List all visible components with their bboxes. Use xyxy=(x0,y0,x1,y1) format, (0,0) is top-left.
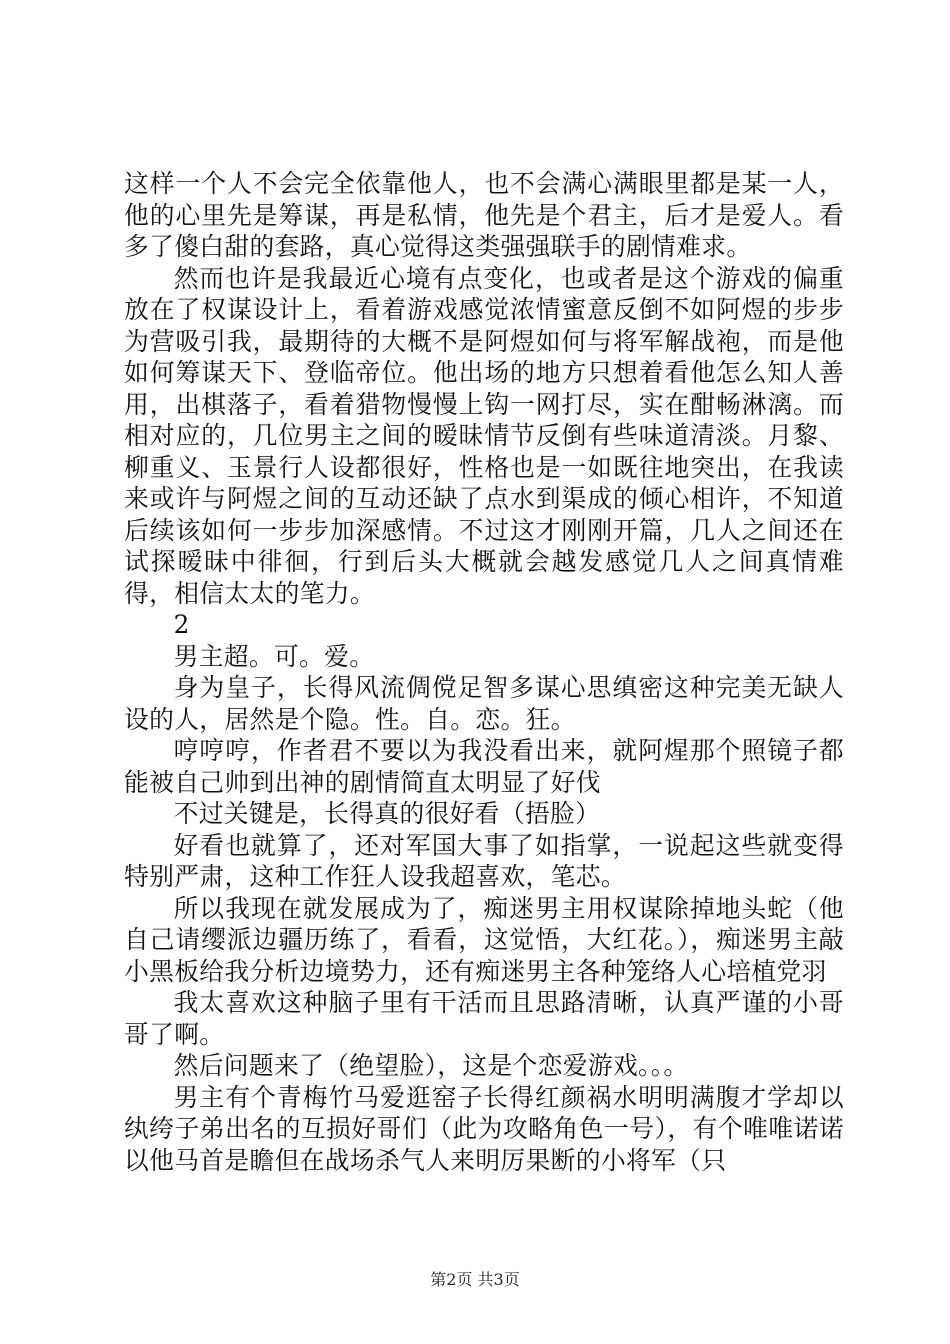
paragraph: 不过关键是，长得真的很好看（捂脸） xyxy=(173,799,601,828)
paragraph: 男主超。可。爱。 xyxy=(173,641,375,671)
page-footer: 第2页 共3页 xyxy=(430,1270,520,1289)
paragraph: 男主有个青梅竹马爱逛窑子长得红颜祸水明明满腹才学却以纨绔子弟出名的互损好哥们（此为攻略角色一号），有个唯唯诺诺以他马首是瞻但在战场杀气人来明厉果断的小将军（只 xyxy=(124,1082,844,1175)
document-body xyxy=(124,168,844,1176)
paragraph: 然而也许是我最近心境有点变化，也或者是这个游戏的偏重放在了权谋设计上，看着游戏感觉浓情蜜意反倒不如阿煜的步步为营吸引我，最期待的大概不是阿煜如何与将军解战袍，而是他如何筹谋天下、登临帝位。他出场的地方只想着看他怎么知人善用，出棋落子，看着猎物慢慢上钩一网打尽，实在酣畅淋漓。而相对应的，几位男主之间的暧昧情节反倒有些味道清淡。月黎、柳重义、玉景行人设都很好，性格也是一如既往地突出，在我读来或许与阿煜之间的互动还缺了点水到渠成的倾心相许，不知道后续该如何一步步加深感情。不过这才刚刚开篇，几人之间还在试探暧昧中徘徊，行到后头大概就会越发感觉几人之间真情难得，相信太太的笔力。 xyxy=(124,263,844,608)
paragraph: 我太喜欢这种脑子里有干活而且思路清晰，认真严谨的小哥哥了啊。 xyxy=(124,988,844,1049)
paragraph: 身为皇子，长得风流倜傥足智多谋心思缜密这种完美无缺人设的人，居然是个隐。性。自。恋。狂。 xyxy=(124,673,844,734)
paragraph: 这样一个人不会完全依靠他人，也不会满心满眼里都是某一人，他的心里先是筹谋，再是私情，他先是个君主，后才是爱人。看多了傻白甜的套路，真心觉得这类强强联手的剧情难求。 xyxy=(124,169,844,261)
paragraph: 2 xyxy=(173,610,190,639)
paragraph: 好看也就算了，还对军国大事了如指掌，一说起这些就变得特别严肃，这种工作狂人设我超喜欢，笔芯。 xyxy=(124,830,844,891)
paragraph: 所以我现在就发展成为了，痴迷男主用权谋除掉地头蛇（他自己请缨派边疆历练了，看看，这觉悟，大红花。），痴迷男主敲小黑板给我分析边境势力，还有痴迷男主各种笼络人心培植党羽 xyxy=(124,893,844,986)
paragraph: 哼哼哼，作者君不要以为我没看出来，就阿煋那个照镜子都能被自己帅到出神的剧情简直太明显了好伐 xyxy=(124,736,844,797)
paragraph: 然后问题来了（绝望脸），这是个恋爱游戏。。。 xyxy=(173,1051,689,1080)
